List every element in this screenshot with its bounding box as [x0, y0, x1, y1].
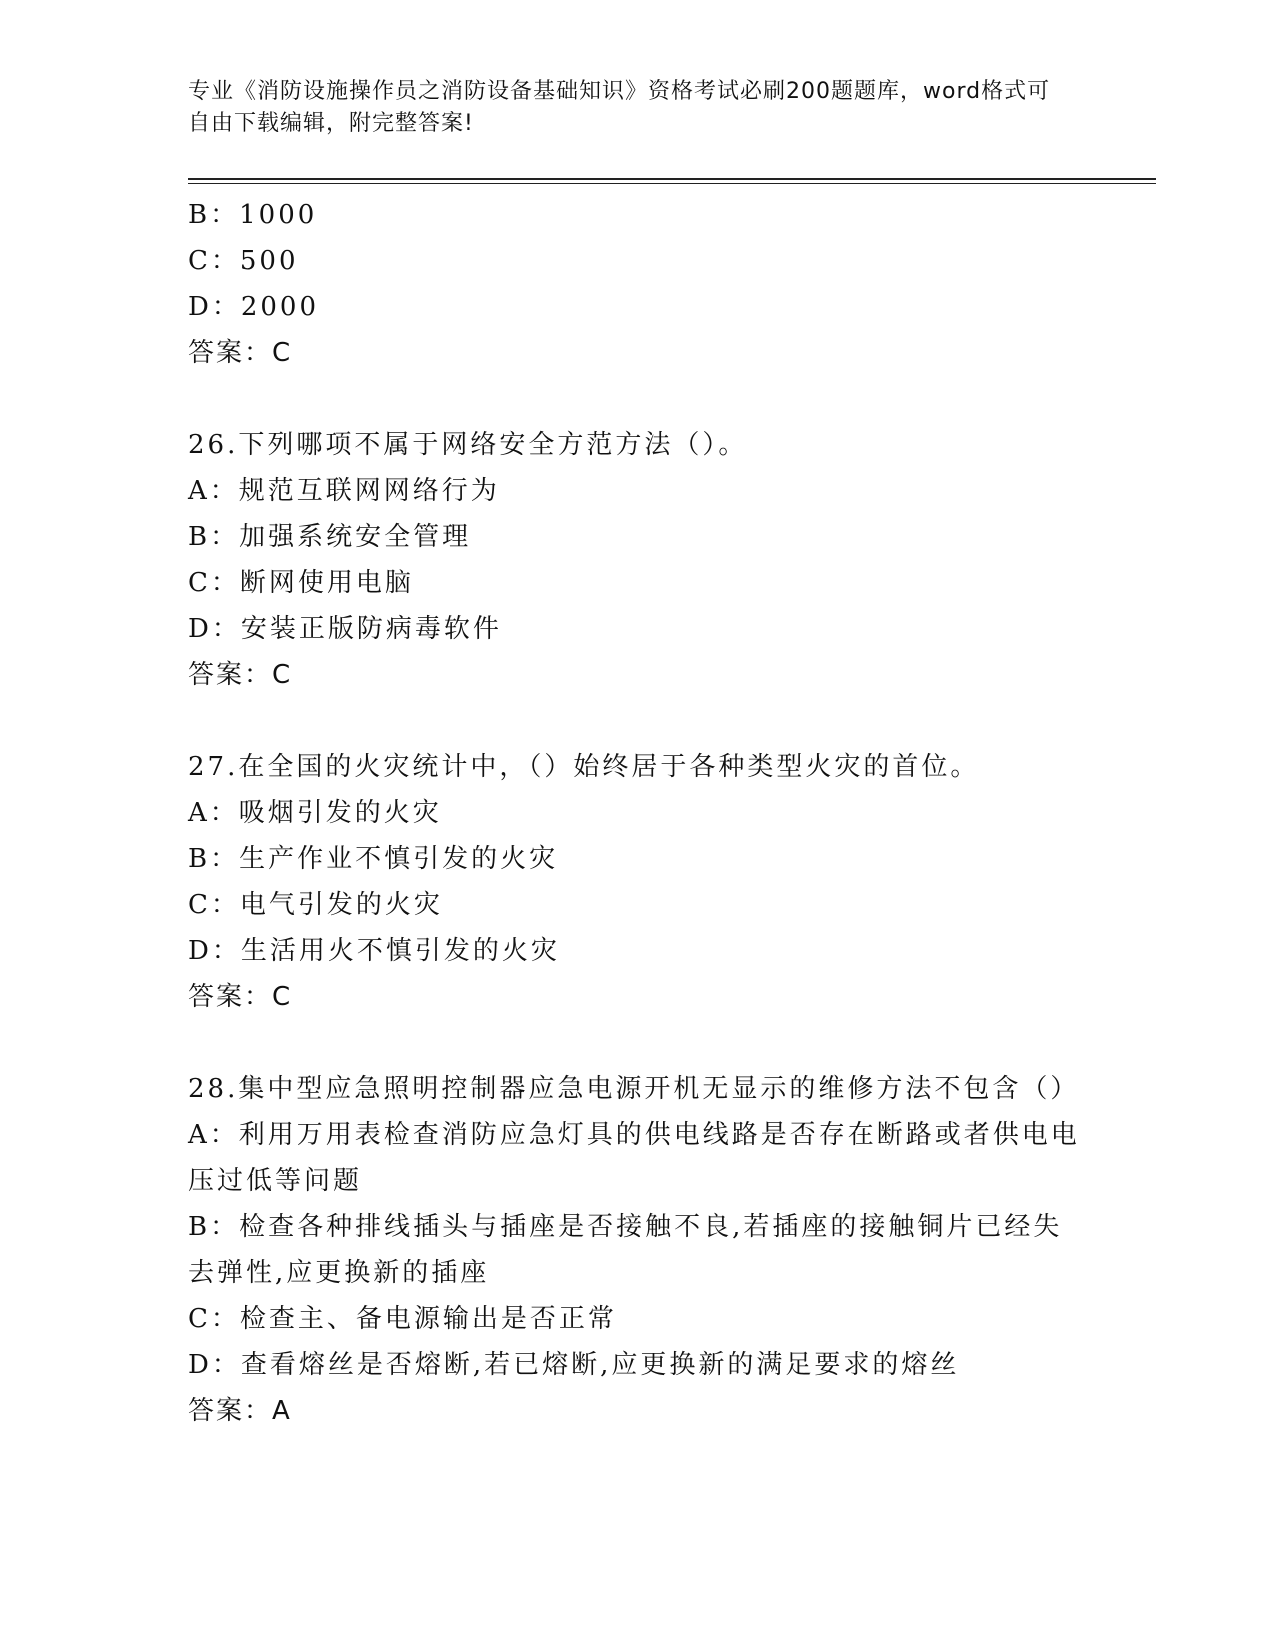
option-d: D：2000 — [188, 292, 320, 322]
question-stem: 28.集中型应急照明控制器应急电源开机无显示的维修方法不包含（） — [188, 1074, 1080, 1104]
option-b: B：加强系统安全管理 — [188, 522, 472, 552]
option-c: C：断网使用电脑 — [188, 568, 414, 598]
option-c: C：检查主、备电源输出是否正常 — [188, 1304, 617, 1334]
answer-line: 答案：C — [188, 982, 293, 1012]
question-stem: 27.在全国的火灾统计中，（）始终居于各种类型火灾的首位。 — [188, 752, 980, 782]
header-divider-thin — [188, 183, 1156, 184]
question-stem: 26.下列哪项不属于网络安全方范方法（）。 — [188, 430, 748, 460]
document-header: 专业《消防设施操作员之消防设备基础知识》资格考试必刷200题题库，word格式可自由下载编辑，附完整答案! — [188, 79, 1051, 136]
option-d: D：安装正版防病毒软件 — [188, 614, 502, 644]
option-a: A：吸烟引发的火灾 — [188, 798, 442, 828]
option-c: C：电气引发的火灾 — [188, 890, 443, 920]
answer-line: 答案：C — [188, 660, 293, 690]
option-b: B：1000 — [188, 200, 318, 230]
answer-line: 答案：A — [188, 1396, 292, 1426]
answer-line: 答案：C — [188, 338, 293, 368]
option-a: A：规范互联网网络行为 — [188, 476, 500, 506]
option-d: D：生活用火不慎引发的火灾 — [188, 936, 560, 966]
header-divider-thick — [188, 178, 1156, 180]
option-b: B：检查各种排线插头与插座是否接触不良,若插座的接触铜片已经失去弹性,应更换新的插座 — [188, 1212, 1063, 1288]
option-d: D：查看熔丝是否熔断,若已熔断,应更换新的满足要求的熔丝 — [188, 1350, 960, 1380]
question-content — [188, 192, 1088, 1434]
option-b: B：生产作业不慎引发的火灾 — [188, 844, 559, 874]
option-a: A：利用万用表检查消防应急灯具的供电线路是否存在断路或者供电电压过低等问题 — [188, 1120, 1080, 1196]
option-c: C：500 — [188, 246, 299, 276]
